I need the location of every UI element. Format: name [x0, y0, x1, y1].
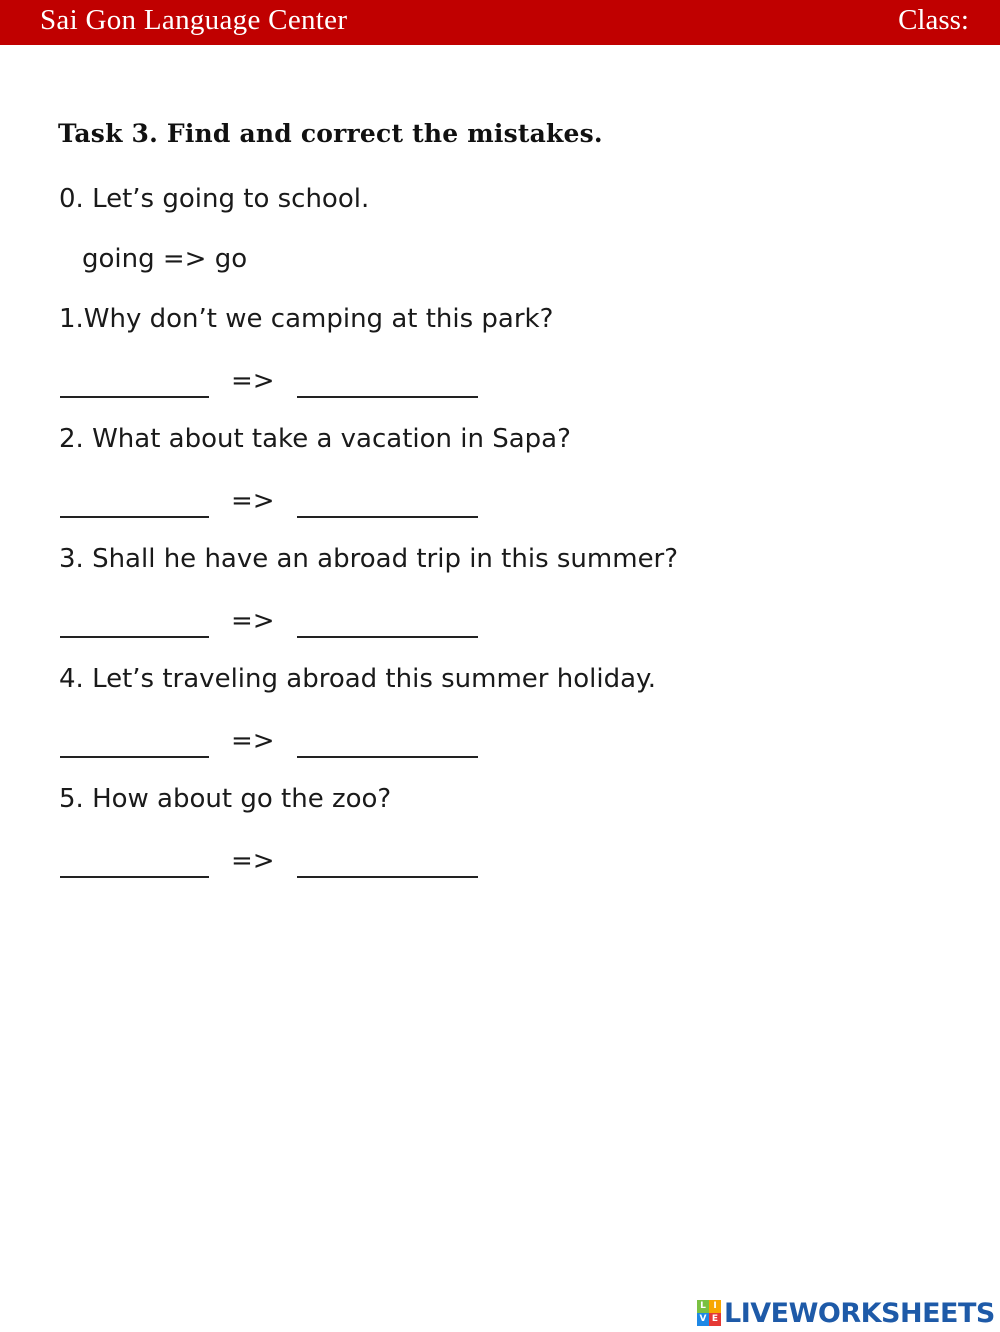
question-3-sentence: 3. Shall he have an abroad trip in this summer? [59, 544, 679, 574]
example-answer: going => go [82, 244, 248, 274]
question-1-mistake-blank[interactable] [60, 396, 209, 398]
question-4-mistake-blank[interactable] [60, 756, 209, 758]
liveworksheets-logo-text: LIVEWORKSHEETS [724, 1297, 995, 1329]
question-2-sentence: 2. What about take a vacation in Sapa? [59, 424, 571, 454]
task-title: Task 3. Find and correct the mistakes. [58, 119, 603, 148]
question-3-correction-blank[interactable] [297, 636, 478, 638]
question-2-correction-blank[interactable] [297, 516, 478, 518]
question-5-mistake-blank[interactable] [60, 876, 209, 878]
example-sentence: 0. Let’s going to school. [59, 184, 370, 214]
liveworksheets-logo [697, 1296, 995, 1330]
question-1-correction-blank[interactable] [297, 396, 478, 398]
question-5-correction-blank[interactable] [297, 876, 478, 878]
question-5-arrow: => [231, 846, 275, 876]
center-name: Sai Gon Language Center [40, 4, 348, 36]
liveworksheets-logo-icon: L I V E [697, 1300, 721, 1326]
question-4-correction-blank[interactable] [297, 756, 478, 758]
header-bar [0, 0, 1000, 45]
question-3-mistake-blank[interactable] [60, 636, 209, 638]
question-5-sentence: 5. How about go the zoo? [59, 784, 392, 814]
question-2-arrow: => [231, 486, 275, 516]
question-1-arrow: => [231, 366, 275, 396]
question-4-sentence: 4. Let’s traveling abroad this summer holiday. [59, 664, 656, 694]
question-3-arrow: => [231, 606, 275, 636]
question-1-sentence: 1.Why don’t we camping at this park? [59, 304, 554, 334]
question-2-mistake-blank[interactable] [60, 516, 209, 518]
question-4-arrow: => [231, 726, 275, 756]
class-label: Class: [898, 4, 969, 36]
